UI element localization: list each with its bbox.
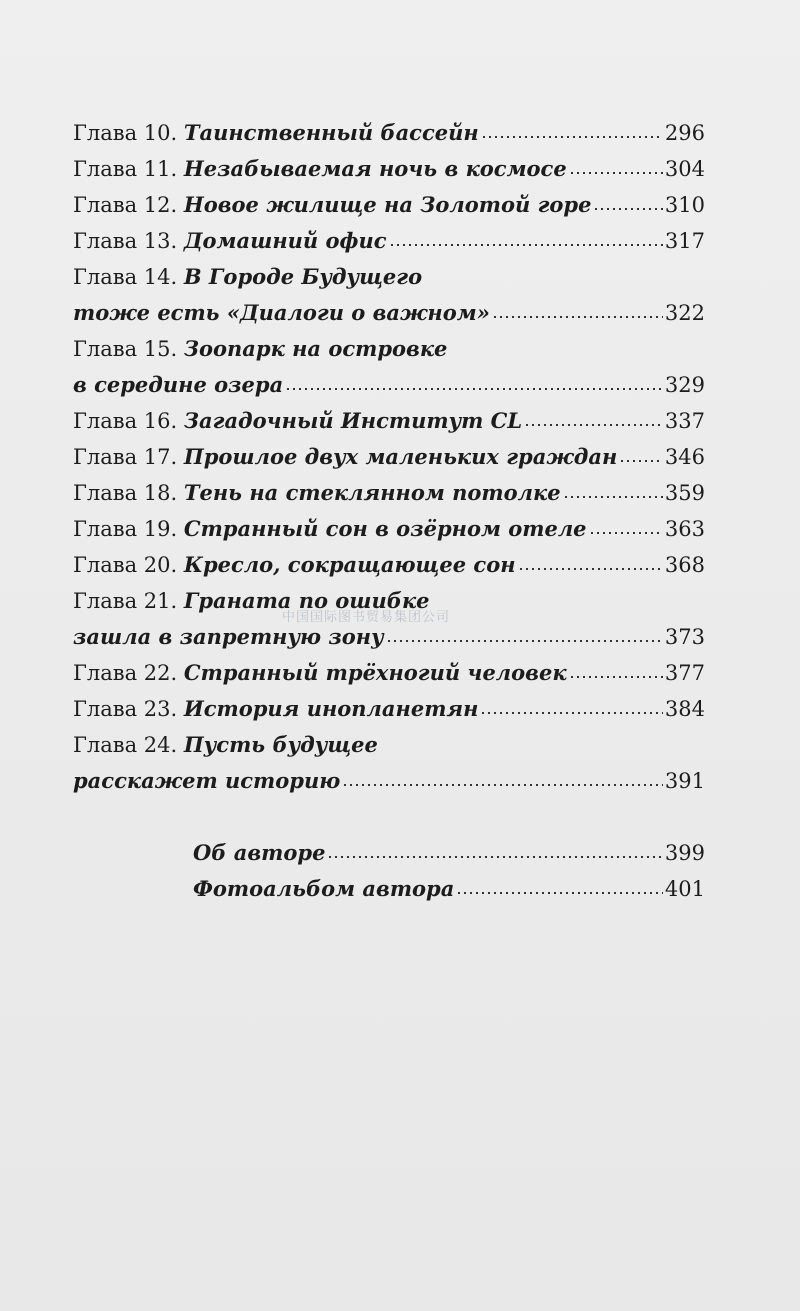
dot-leader — [327, 856, 662, 858]
chapter-number: Глава 23. — [73, 697, 178, 721]
watermark: 中国国际图书贸易集团公司 — [282, 610, 451, 625]
chapter-title: В Городе Будущего — [183, 264, 423, 289]
chapter-title: История инопланетян — [183, 696, 479, 721]
toc-line — [73, 259, 705, 295]
toc-line — [73, 475, 705, 511]
toc-line — [73, 691, 705, 727]
toc-line — [73, 151, 705, 187]
toc-entry[interactable] — [73, 259, 705, 331]
toc-entry[interactable] — [73, 691, 705, 727]
page-number: 337 — [664, 409, 705, 433]
page-number: 304 — [664, 157, 705, 181]
toc-line — [73, 511, 705, 547]
chapter-title: Тень на стеклянном потолке — [183, 480, 561, 505]
page-number: 310 — [664, 193, 705, 217]
chapter-title: тоже есть «Диалоги о важном» — [73, 300, 490, 325]
toc-entry[interactable] — [73, 403, 705, 439]
dot-leader — [456, 892, 663, 894]
toc-line — [73, 583, 705, 619]
toc-entry[interactable] — [73, 655, 705, 691]
chapter-number: Глава 17. — [73, 445, 178, 469]
toc-entry[interactable] — [73, 727, 705, 799]
toc-line — [73, 187, 705, 223]
chapter-title: Пусть будущее — [183, 732, 378, 757]
dot-leader — [285, 388, 663, 390]
page-number: 391 — [664, 769, 705, 793]
chapter-number: Глава 24. — [73, 733, 178, 757]
chapter-title: расскажет историю — [73, 768, 341, 793]
toc-line — [73, 763, 705, 799]
dot-leader — [386, 640, 663, 642]
chapter-number: Глава 12. — [73, 193, 178, 217]
toc-entry[interactable] — [73, 547, 705, 583]
chapter-number: Глава 13. — [73, 229, 178, 253]
chapter-title: Прошлое двух маленьких граждан — [183, 444, 618, 469]
page-number: 377 — [664, 661, 705, 685]
chapter-number: Глава 15. — [73, 337, 178, 361]
dot-leader — [518, 568, 663, 570]
page-number: 322 — [664, 301, 705, 325]
page-number: 317 — [664, 229, 705, 253]
chapter-title: Незабываемая ночь в космосе — [183, 156, 567, 181]
chapter-title: Таинственный бассейн — [183, 120, 479, 145]
toc-line — [73, 619, 705, 655]
dot-leader — [524, 424, 663, 426]
dot-leader — [563, 496, 663, 498]
appendix-title: Об авторе — [193, 840, 326, 865]
toc-entry[interactable] — [73, 223, 705, 259]
chapter-title: Загадочный Институт CL — [183, 408, 523, 433]
appendix-entry[interactable] — [193, 835, 705, 871]
chapter-title: Кресло, сокращающее сон — [183, 552, 516, 577]
chapter-title: Новое жилище на Золотой горе — [183, 192, 592, 217]
chapter-title: Странный сон в озёрном отеле — [183, 516, 587, 541]
toc-line — [73, 223, 705, 259]
toc-line — [73, 727, 705, 763]
page-number: 359 — [664, 481, 705, 505]
toc-entry[interactable] — [73, 439, 705, 475]
chapter-number: Глава 19. — [73, 517, 178, 541]
chapter-number: Глава 20. — [73, 553, 178, 577]
page-number: 363 — [664, 517, 705, 541]
chapter-number: Глава 16. — [73, 409, 178, 433]
dot-leader — [492, 316, 663, 318]
chapter-number: Глава 22. — [73, 661, 178, 685]
toc-line — [73, 115, 705, 151]
page-number: 399 — [664, 841, 705, 865]
appendix-entry[interactable] — [193, 871, 705, 907]
chapter-number: Глава 21. — [73, 589, 178, 613]
page-number: 296 — [664, 121, 705, 145]
toc-entry[interactable] — [73, 475, 705, 511]
chapter-title: Граната по ошибке — [183, 588, 430, 613]
chapter-number: Глава 10. — [73, 121, 178, 145]
toc-line — [73, 655, 705, 691]
chapter-number: Глава 11. — [73, 157, 178, 181]
chapter-number: Глава 18. — [73, 481, 178, 505]
toc-line — [73, 403, 705, 439]
dot-leader — [569, 172, 663, 174]
appendix-title: Фотоальбом автора — [193, 876, 455, 901]
chapter-title: Странный трёхногий человек — [183, 660, 567, 685]
toc-entry[interactable] — [73, 511, 705, 547]
chapter-number: Глава 14. — [73, 265, 178, 289]
toc-entry[interactable] — [73, 331, 705, 403]
dot-leader — [593, 208, 662, 210]
appendix-section — [193, 835, 705, 907]
toc-entry[interactable] — [73, 151, 705, 187]
toc-entry[interactable] — [73, 187, 705, 223]
toc-line — [73, 547, 705, 583]
chapter-title: в середине озера — [73, 372, 284, 397]
dot-leader — [480, 712, 662, 714]
page-number: 384 — [664, 697, 705, 721]
dot-leader — [389, 244, 663, 246]
chapter-title: Зоопарк на островке — [183, 336, 448, 361]
page-number: 401 — [664, 877, 705, 901]
dot-leader — [342, 784, 663, 786]
page-number: 346 — [664, 445, 705, 469]
page-number: 373 — [664, 625, 705, 649]
dot-leader — [481, 136, 663, 138]
chapter-title: зашла в запретную зону — [73, 624, 384, 649]
toc-line — [73, 295, 705, 331]
toc-entry[interactable] — [73, 115, 705, 151]
dot-leader — [619, 460, 663, 462]
toc-line — [73, 367, 705, 403]
page-number: 368 — [664, 553, 705, 577]
chapter-title: Домашний офис — [183, 228, 387, 253]
table-of-contents — [73, 115, 705, 799]
page-number: 329 — [664, 373, 705, 397]
toc-line — [73, 439, 705, 475]
dot-leader — [569, 676, 663, 678]
toc-entry[interactable] — [73, 583, 705, 655]
dot-leader — [589, 532, 663, 534]
toc-line — [73, 331, 705, 367]
